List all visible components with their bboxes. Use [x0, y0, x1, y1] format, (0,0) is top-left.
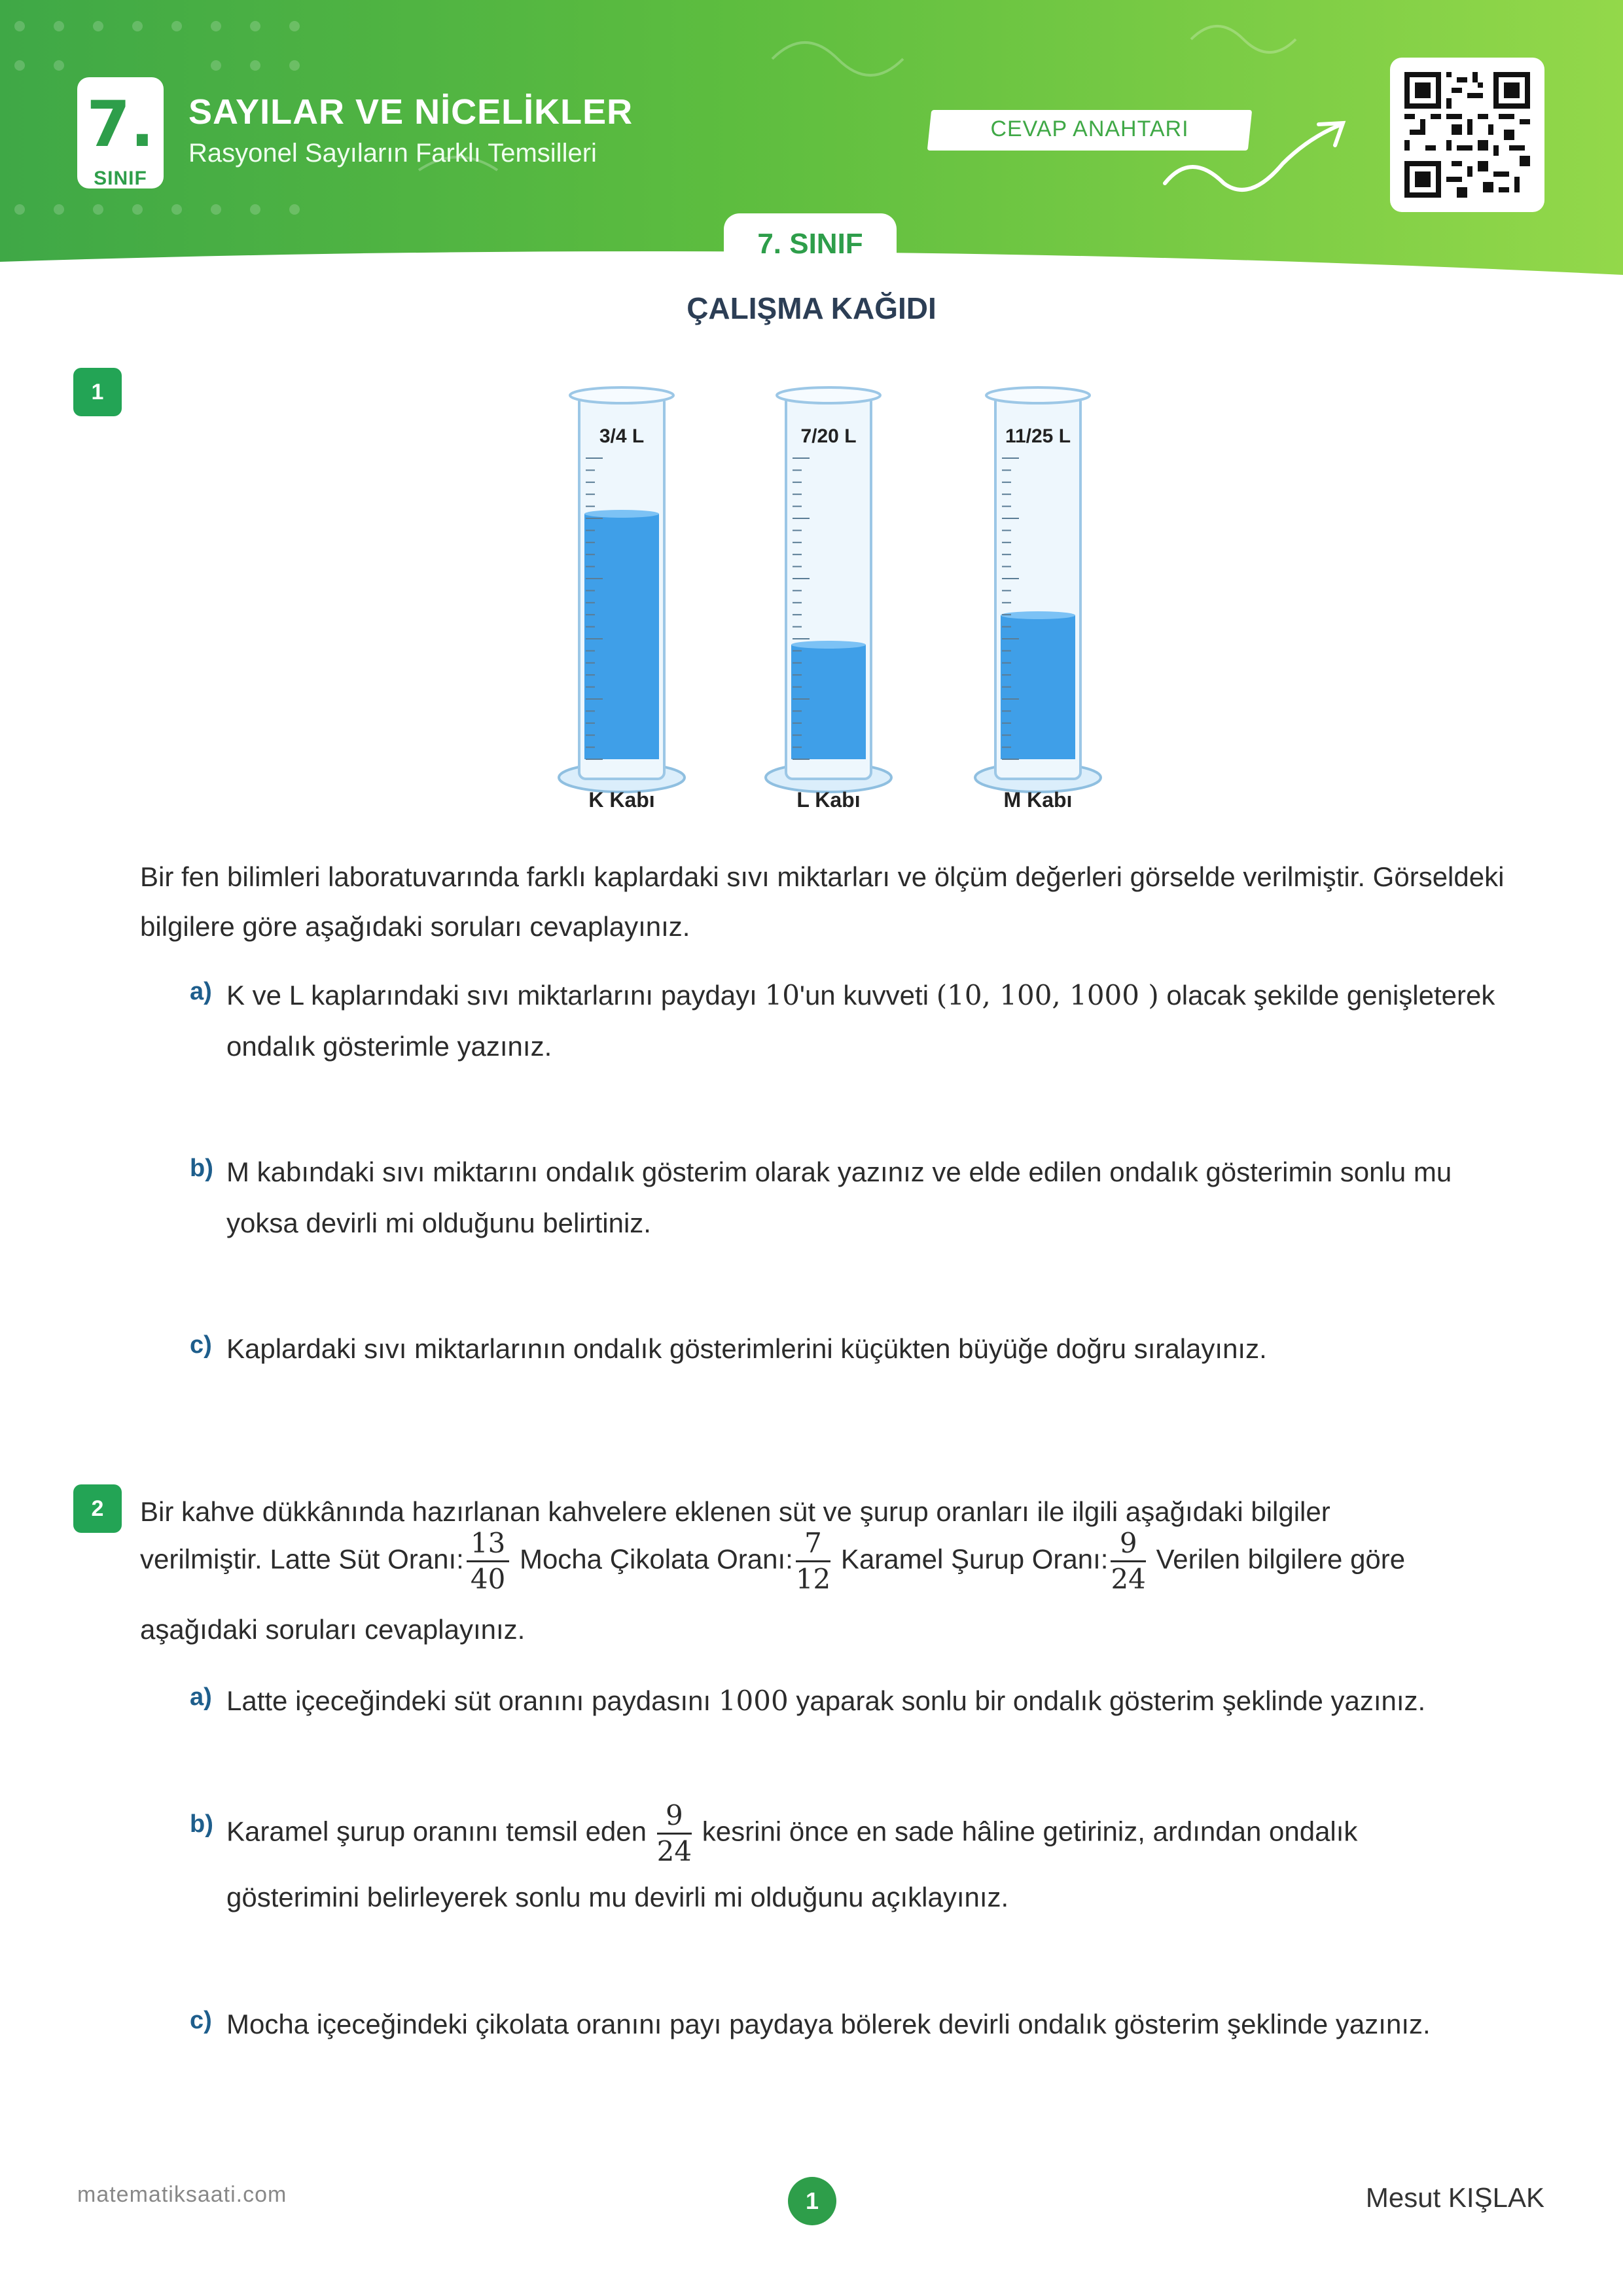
caramel-label: Karamel Şurup Oranı:: [833, 1543, 1109, 1575]
cylinder-capacity-label-m: 11/25 L: [1005, 425, 1071, 447]
latte-numerator: 13: [467, 1529, 509, 1562]
question-2a-label: a): [190, 1683, 212, 1711]
mocha-denominator: 12: [795, 1563, 831, 1595]
cylinder-rim-l: [777, 387, 880, 403]
class-tab-label: 7. SINIF: [757, 228, 863, 260]
question-2b-denominator: 24: [656, 1835, 692, 1867]
cylinder-water-l: [791, 645, 866, 759]
question-2a-text: [226, 1676, 1522, 1727]
question-1-intro: Bir fen bilimleri laboratuvarında farklı kaplardaki sıvı miktarları ve ölçüm değerleri görselde verilmiştir. Görseldeki bilgilere göre aşağıdaki soruları cevaplayınız.: [140, 861, 1505, 942]
mocha-label: Mocha Çikolata Oranı:: [512, 1543, 793, 1575]
unit-subtitle: Rasyonel Sayıların Farklı Temsilleri: [188, 139, 597, 168]
page-number: 1: [788, 2177, 836, 2225]
question-number-1: 1: [73, 368, 122, 416]
question-2-intro-line1: Bir kahve dükkânında hazırlanan kahvelere eklenen süt ve şurup oranları ile ilgili aşağıdaki bilgiler: [140, 1496, 1330, 1527]
caramel-numerator: 9: [1111, 1529, 1145, 1562]
cylinder-rim-k: [570, 387, 673, 403]
question-2a-part1: Latte içeceğindeki süt oranını paydasını: [226, 1685, 719, 1716]
question-2a-part2: yaparak sonlu bir ondalık gösterim şeklinde yazınız.: [788, 1685, 1426, 1716]
cylinder-rim-m: [986, 387, 1090, 403]
intro-tail: Verilen bilgilere göre: [1148, 1543, 1406, 1575]
question-1a-part3: olacak şekilde genişleterek ondalık gösterimle yazınız.: [226, 980, 1495, 1062]
caramel-denominator: 24: [1111, 1563, 1146, 1595]
grade-badge: [77, 77, 164, 188]
cylinders-figure: [0, 367, 1623, 825]
question-1a-text: [226, 970, 1522, 1072]
cylinder-water-surface-l: [791, 641, 866, 649]
cylinder-name-k: K Kabı: [588, 788, 655, 812]
latte-denominator: 40: [470, 1563, 506, 1595]
question-1b-text: M kabındaki sıvı miktarını ondalık gösterim olarak yazınız ve elde edilen ondalık gösterimin sonlu mu yoksa devirli mi olduğunu belirtiniz.: [226, 1157, 1452, 1238]
question-1c-text: Kaplardaki sıvı miktarlarının ondalık gösterimlerini küçükten büyüğe doğru sıralayınız.: [226, 1333, 1267, 1364]
cylinder-capacity-label-l: 7/20 L: [800, 425, 857, 447]
question-1a-math2: (10, 100, 1000 ): [936, 979, 1159, 1011]
qr-code[interactable]: [1390, 58, 1544, 212]
caramel-fraction: [1111, 1529, 1145, 1594]
cylinder-water-surface-m: [1001, 611, 1075, 619]
cylinder-water-k: [584, 514, 659, 759]
unit-title: SAYILAR VE NİCELİKLER: [188, 92, 633, 132]
cylinder-name-l: L Kabı: [796, 788, 861, 812]
grade-word: SINIF: [94, 168, 147, 189]
footer-author: Mesut KIŞLAK: [1365, 2182, 1544, 2213]
answer-key-label[interactable]: CEVAP ANAHTARI: [990, 117, 1189, 141]
cylinder-water-m: [1001, 615, 1075, 759]
question-2a-math: 1000: [718, 1685, 789, 1717]
question-1c-label: c): [190, 1331, 212, 1359]
question-2b-numerator: 9: [657, 1801, 692, 1835]
grade-number: 7.: [86, 88, 154, 161]
sheet-title: ÇALIŞMA KAĞIDI: [687, 291, 936, 325]
latte-fraction: [467, 1529, 509, 1594]
question-2b-fraction: [657, 1801, 692, 1866]
cylinder-water-surface-k: [584, 510, 659, 518]
question-1b-label: b): [190, 1155, 213, 1182]
question-1a-part1: K ve L kaplarındaki sıvı miktarlarını paydayı: [226, 980, 765, 1011]
mocha-fraction: [796, 1529, 830, 1594]
cylinder-capacity-label-k: 3/4 L: [599, 425, 645, 447]
question-1a-label: a): [190, 978, 212, 1005]
mocha-numerator: 7: [796, 1529, 830, 1562]
footer-site[interactable]: matematiksaati.com: [77, 2182, 287, 2207]
qr-code-icon: [1404, 72, 1530, 198]
arrow-icon: [1152, 111, 1355, 203]
question-1a-part2: 'un kuvveti: [799, 980, 936, 1011]
latte-label: verilmiştir. Latte Süt Oranı:: [140, 1543, 464, 1575]
question-2b-line2: gösterimini belirleyerek sonlu mu devirli mi olduğunu açıklayınız.: [226, 1882, 1009, 1912]
question-2b-label: b): [190, 1810, 213, 1838]
question-2c-text: Mocha içeceğindeki çikolata oranını payı paydaya bölerek devirli ondalık gösterim şeklinde yazınız.: [226, 2009, 1431, 2039]
question-2b-part1: Karamel şurup oranını temsil eden: [226, 1816, 654, 1847]
question-2b-part2: kesrini önce en sade hâline getiriniz, ardından ondalık: [694, 1816, 1358, 1847]
class-tab: [724, 213, 897, 275]
question-2c-label: c): [190, 2007, 212, 2034]
question-2-intro-line2: [140, 1529, 1514, 1594]
question-2-intro-line3: aşağıdaki soruları cevaplayınız.: [140, 1614, 526, 1645]
question-1a-math1: 10: [764, 979, 800, 1011]
question-2b-line1: [226, 1801, 1522, 1866]
cylinder-name-m: M Kabı: [1003, 788, 1073, 812]
question-number-2: 2: [73, 1484, 122, 1533]
